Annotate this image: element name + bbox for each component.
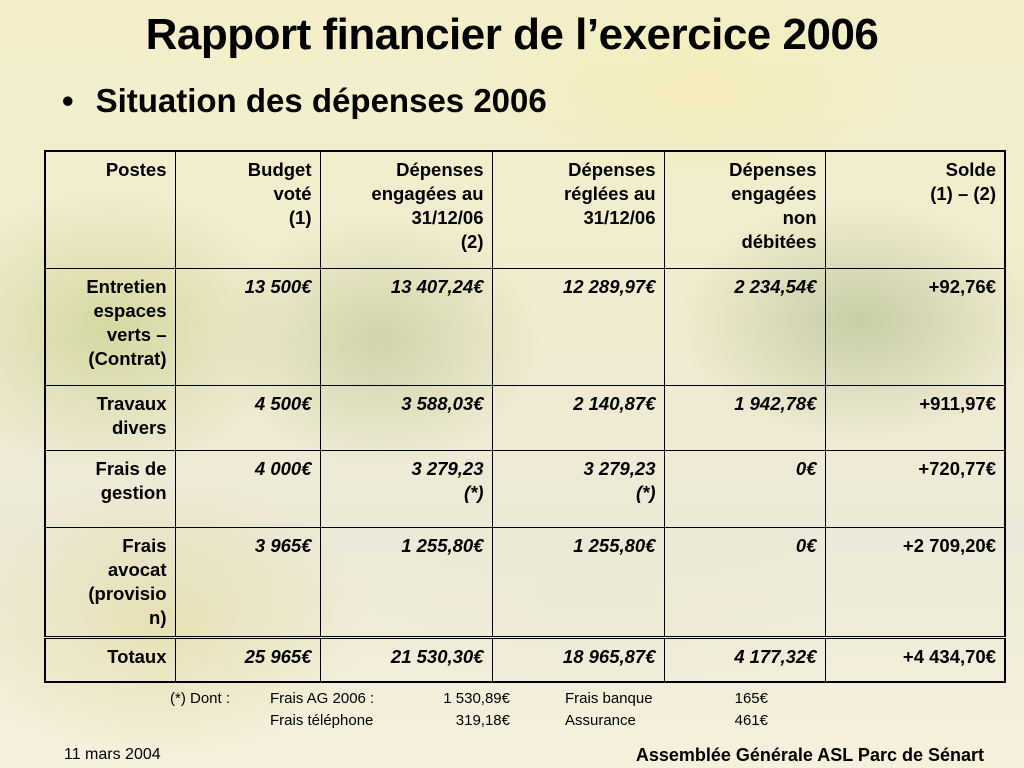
table-total-row bbox=[45, 638, 1005, 683]
cell-total-solde: +4 434,70€ bbox=[825, 638, 1005, 683]
cell-reglees: 2 140,87€ bbox=[492, 386, 664, 451]
footer-organization: Assemblée Générale ASL Parc de Sénart bbox=[635, 745, 984, 765]
footnote-value: 461€ bbox=[734, 712, 768, 729]
cell-total-engagees: 21 530,30€ bbox=[320, 638, 492, 683]
footnote-label: Frais banque bbox=[565, 690, 653, 707]
table-row bbox=[45, 451, 1005, 528]
cell-non-debitees: 2 234,54€ bbox=[664, 269, 825, 386]
slide-title: Rapport financier de l’exercice 2006 bbox=[145, 10, 879, 59]
table-row bbox=[45, 528, 1005, 638]
header-solde: Solde (1) – (2) bbox=[825, 151, 1005, 269]
cell-total-label: Totaux bbox=[45, 638, 175, 683]
table-header-row bbox=[45, 151, 1005, 269]
expenses-table bbox=[44, 150, 1006, 683]
cell-non-debitees: 1 942,78€ bbox=[664, 386, 825, 451]
cell-reglees: 1 255,80€ bbox=[492, 528, 664, 638]
footnote-prefix: (*) Dont : bbox=[170, 690, 231, 707]
cell-poste: Entretien espaces verts – (Contrat) bbox=[45, 269, 175, 386]
header-reglees: Dépenses réglées au 31/12/06 bbox=[492, 151, 664, 269]
cell-budget: 13 500€ bbox=[175, 269, 320, 386]
cell-total-budget: 25 965€ bbox=[175, 638, 320, 683]
header-non-debitees: Dépenses engagées non débitées bbox=[664, 151, 825, 269]
table-row bbox=[45, 269, 1005, 386]
cell-solde: +911,97€ bbox=[825, 386, 1005, 451]
cell-budget: 3 965€ bbox=[175, 528, 320, 638]
footer-date: 11 mars 2004 bbox=[64, 746, 161, 763]
slide-subtitle bbox=[62, 82, 547, 120]
header-engagees: Dépenses engagées au 31/12/06 (2) bbox=[320, 151, 492, 269]
cell-poste: Travaux divers bbox=[45, 386, 175, 451]
footnote-value: 319,18€ bbox=[455, 712, 510, 729]
subtitle-text: Situation des dépenses 2006 bbox=[95, 82, 547, 119]
cell-engagees: 1 255,80€ bbox=[320, 528, 492, 638]
cell-solde: +2 709,20€ bbox=[825, 528, 1005, 638]
cell-budget: 4 500€ bbox=[175, 386, 320, 451]
footnote-label: Assurance bbox=[565, 712, 636, 729]
cell-poste: Frais de gestion bbox=[45, 451, 175, 528]
bullet: • bbox=[62, 82, 74, 119]
cell-poste: Frais avocat (provisio n) bbox=[45, 528, 175, 638]
header-budget: Budget voté (1) bbox=[175, 151, 320, 269]
footnote-value: 1 530,89€ bbox=[443, 690, 510, 707]
cell-reglees: 12 289,97€ bbox=[492, 269, 664, 386]
cell-solde: +92,76€ bbox=[825, 269, 1005, 386]
cell-budget: 4 000€ bbox=[175, 451, 320, 528]
cell-non-debitees: 0€ bbox=[664, 451, 825, 528]
cell-engagees: 3 279,23 (*) bbox=[320, 451, 492, 528]
cell-engagees: 3 588,03€ bbox=[320, 386, 492, 451]
cell-total-reglees: 18 965,87€ bbox=[492, 638, 664, 683]
cell-solde: +720,77€ bbox=[825, 451, 1005, 528]
table-row bbox=[45, 386, 1005, 451]
footnote-label: Frais téléphone bbox=[270, 712, 374, 729]
cell-engagees: 13 407,24€ bbox=[320, 269, 492, 386]
footnote-label: Frais AG 2006 : bbox=[270, 690, 375, 707]
cell-non-debitees: 0€ bbox=[664, 528, 825, 638]
cell-reglees: 3 279,23 (*) bbox=[492, 451, 664, 528]
cell-total-non-debitees: 4 177,32€ bbox=[664, 638, 825, 683]
header-postes: Postes bbox=[45, 151, 175, 269]
footnote-value: 165€ bbox=[734, 690, 768, 707]
